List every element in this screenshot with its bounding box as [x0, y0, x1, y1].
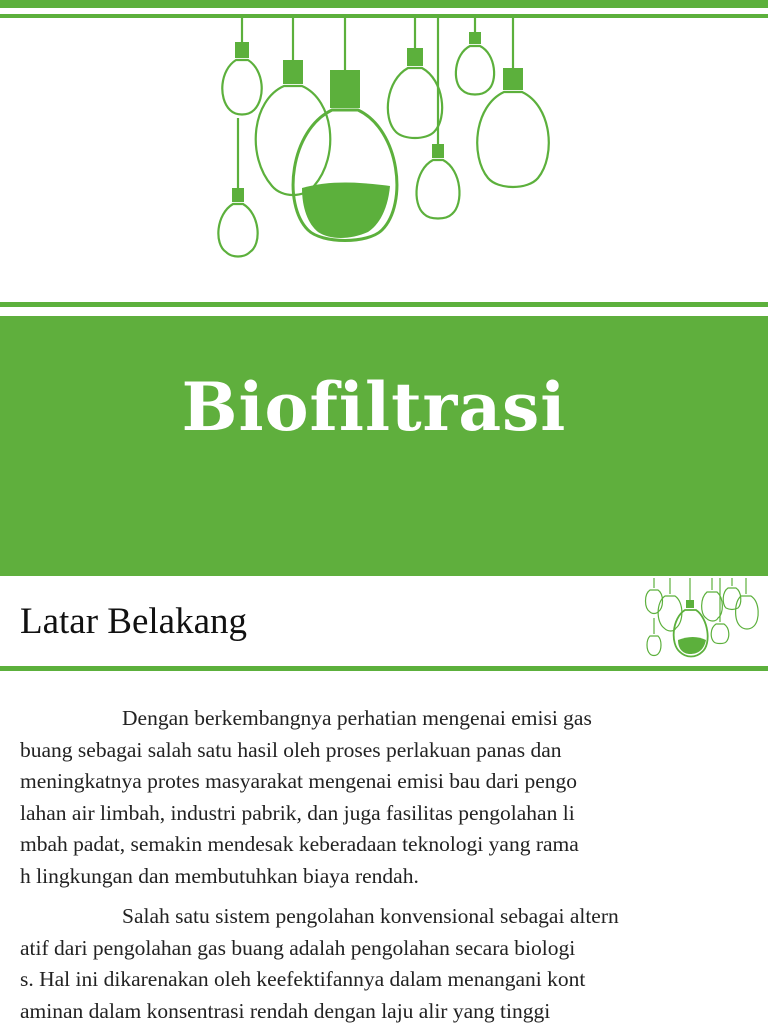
text-line: h lingkungan dan membutuhkan biaya rendah.	[20, 861, 722, 893]
text-line: s. Hal ini dikarenakan oleh keefektifannya dalam menangani kont	[20, 964, 722, 996]
divider-line	[0, 302, 768, 307]
hanging-lightbulbs-illustration	[190, 18, 570, 263]
section-underline	[0, 666, 768, 671]
title-banner	[0, 316, 768, 576]
body-text	[20, 703, 722, 1027]
paragraph-1	[20, 703, 722, 892]
text-line: meningkatnya protes masyarakat mengenai emisi bau dari pengo	[20, 766, 722, 798]
text-line: Dengan berkembangnya perhatian mengenai emisi gas	[20, 703, 722, 735]
page-title: Biofiltrasi	[0, 368, 768, 446]
text-line: atif dari pengolahan gas buang adalah pengolahan secara biologi	[20, 933, 722, 965]
top-accent-bar	[0, 0, 768, 8]
text-line: buang sebagai salah satu hasil oleh proses perlakuan panas dan	[20, 735, 722, 767]
paragraph-2	[20, 901, 722, 1027]
text-line: mbah padat, semakin mendesak keberadaan teknologi yang rama	[20, 829, 722, 861]
small-lightbulbs-illustration	[640, 578, 762, 658]
section-heading: Latar Belakang	[20, 600, 247, 643]
text-line: lahan air limbah, industri pabrik, dan juga fasilitas pengolahan li	[20, 798, 722, 830]
text-line: aminan dalam konsentrasi rendah dengan laju alir yang tinggi	[20, 996, 722, 1027]
text-line: Salah satu sistem pengolahan konvensional sebagai altern	[20, 901, 722, 933]
